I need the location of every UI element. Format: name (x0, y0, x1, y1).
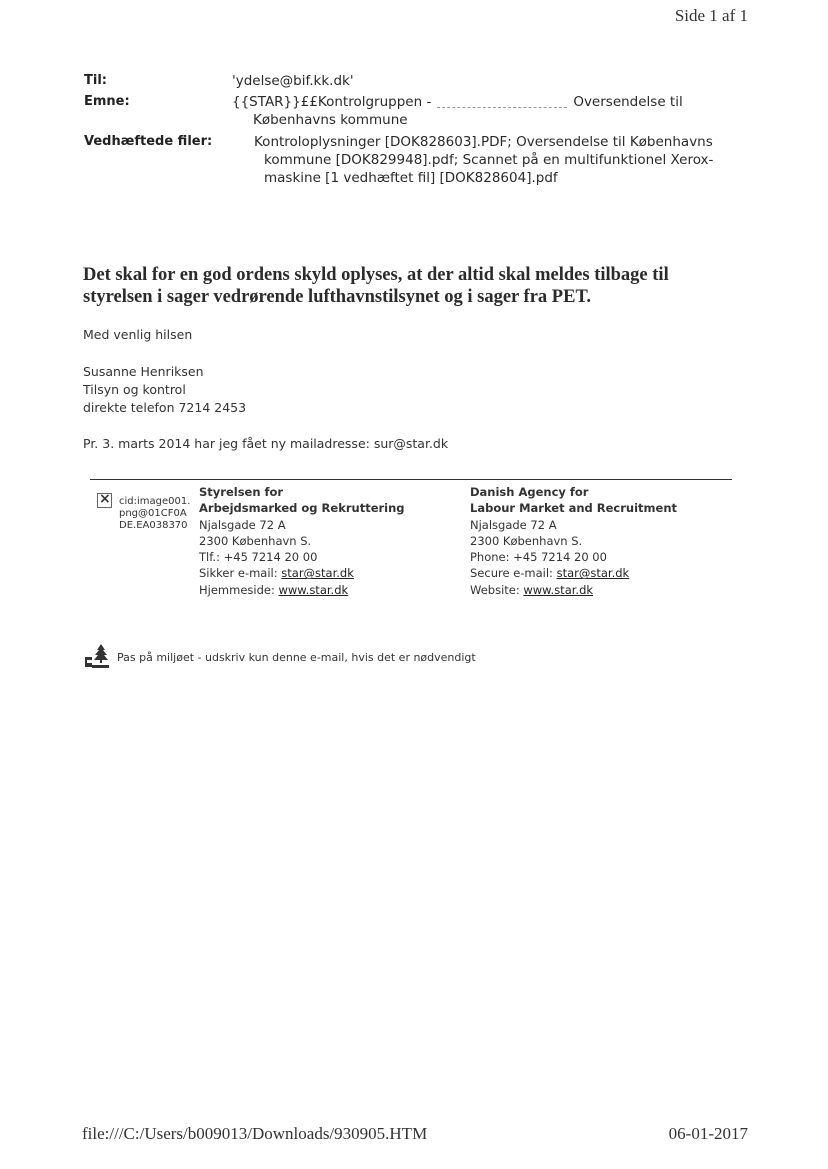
contact-en-web-label: Website: (470, 582, 524, 597)
contact-da-org-line2: Arbejdsmarked og Rekruttering (199, 501, 405, 516)
subject-value-start: {{STAR}}££Kontrolgruppen - (232, 94, 432, 110)
signature-block (83, 363, 246, 417)
broken-image-alt-text: cid:image001.png@01CF0ADE.EA038370 (119, 496, 191, 531)
contact-en-web-row (470, 582, 677, 598)
contact-da-city: 2300 København S. (199, 533, 312, 548)
contact-da-org-line1: Styrelsen for (199, 485, 284, 499)
footer-file-path: file:///C:/Users/b009013/Downloads/930905.HTM (82, 1124, 428, 1143)
contact-en-email-label: Secure e-mail: (470, 566, 557, 581)
attachments-label: Vedhæftede filer: (84, 134, 213, 149)
footer-date: 06-01-2017 (668, 1124, 748, 1143)
contact-en-email-link[interactable]: star@star.dk (556, 566, 630, 581)
contact-en-phone: Phone: +45 7214 20 00 (470, 550, 607, 565)
contact-da-web-row (199, 582, 405, 598)
tree-recycle-icon (83, 643, 111, 669)
contact-en-city: 2300 København S. (470, 533, 583, 548)
attachments-value (254, 133, 724, 187)
new-email-note: Pr. 3. marts 2014 har jeg fået ny mailadresse: sur@star.dk (83, 436, 449, 451)
notice-line2: styrelsen i sager vedrørende lufthavnstilsynet og i sager fra PET. (83, 287, 592, 307)
contact-en-email-row (470, 565, 677, 581)
broken-image-icon (97, 493, 112, 508)
signature-phone: direkte telefon 7214 2453 (83, 400, 247, 415)
contact-da-email-label: Sikker e-mail: (199, 566, 282, 581)
notice-text (83, 264, 723, 308)
contact-da-web-link[interactable]: www.star.dk (278, 582, 349, 597)
contact-da-web-label: Hjemmeside: (199, 582, 279, 597)
subject-value (232, 93, 702, 129)
signature-name: Susanne Henriksen (83, 364, 204, 379)
greeting: Med venlig hilsen (83, 327, 193, 342)
contact-da-phone: Tlf.: +45 7214 20 00 (199, 550, 318, 565)
redacted-region (437, 97, 567, 108)
to-value: 'ydelse@bif.kk.dk' (232, 73, 354, 89)
attachments-line1: Kontroloplysninger [DOK828603].PDF; Oversendelse til Københavns (254, 134, 713, 150)
eco-text: Pas på miljøet - udskriv kun denne e-mail, hvis det er nødvendigt (117, 651, 476, 664)
contact-da-email-link[interactable]: star@star.dk (281, 566, 354, 581)
divider (90, 479, 732, 480)
contact-da-email-row (199, 565, 405, 581)
notice-line1: Det skal for en god ordens skyld oplyses, at der altid skal meldes tilbage til (83, 265, 669, 285)
to-label: Til: (84, 73, 107, 88)
page-number: Side 1 af 1 (674, 6, 748, 25)
contact-en-org-line2: Labour Market and Recruitment (470, 501, 678, 516)
contact-danish (199, 484, 405, 598)
contact-da-street: Njalsgade 72 A (199, 517, 286, 532)
subject-value-end: Oversendelse til (573, 94, 683, 110)
attachments-line2: kommune [DOK829948].pdf; Scannet på en multifunktionel Xerox- (264, 152, 714, 168)
contact-en-org-line1: Danish Agency for (470, 485, 589, 499)
contact-en-street: Njalsgade 72 A (470, 517, 557, 532)
subject-value-line2: Københavns kommune (253, 112, 408, 128)
contact-english (470, 484, 677, 598)
contact-en-web-link[interactable]: www.star.dk (523, 582, 594, 597)
attachments-line3: maskine [1 vedhæftet fil] [DOK828604].pdf (264, 170, 558, 186)
subject-label: Emne: (84, 94, 130, 109)
signature-department: Tilsyn og kontrol (83, 382, 186, 397)
